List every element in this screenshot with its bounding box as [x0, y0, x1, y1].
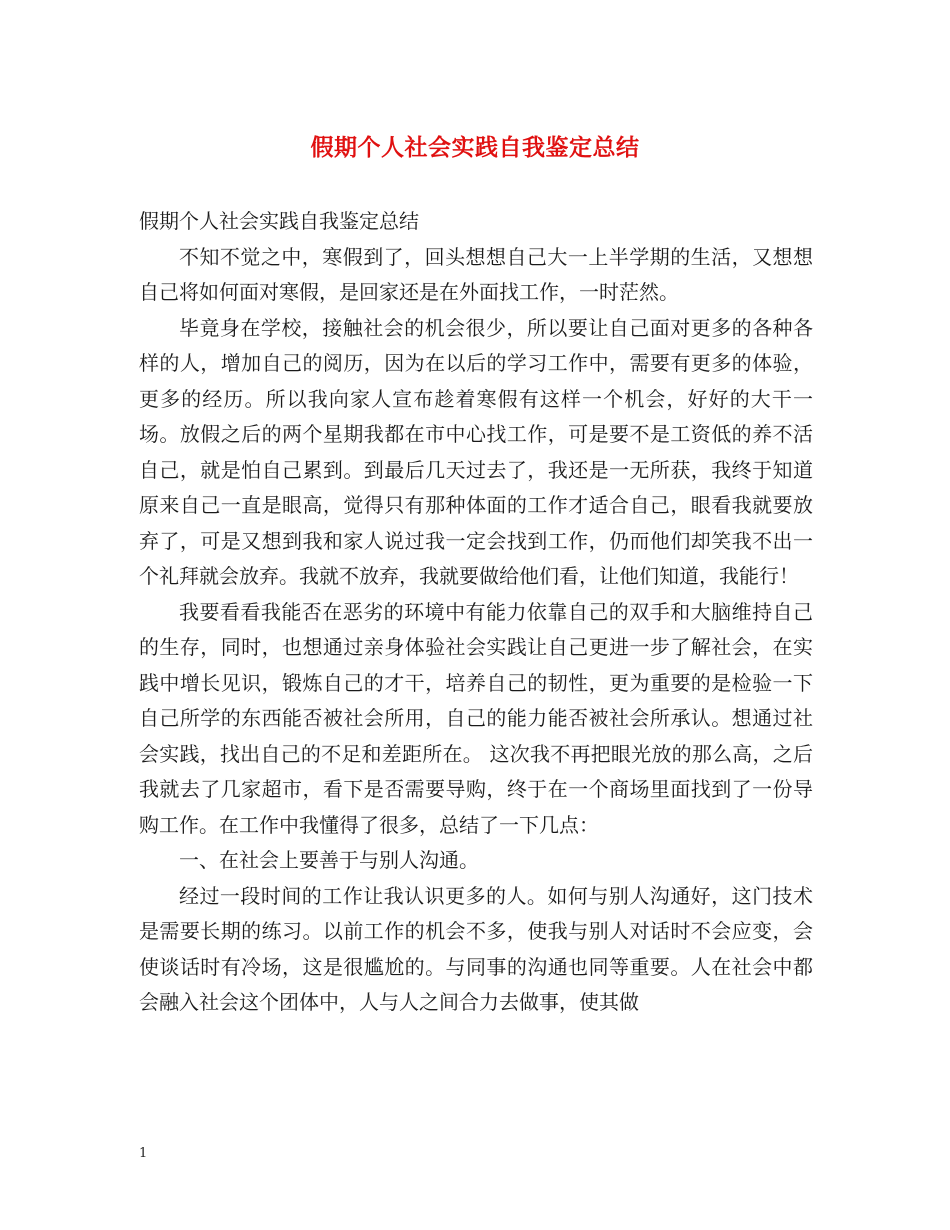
paragraph-2: 毕竟身在学校，接触社会的机会很少，所以要让自己面对更多的各种各样的人，增加自己的阅历，因为在以后的学习工作中，需要有更多的体验，更多的经历。所以我向家人宣布趁着寒假有这样一个机会，好好的大干一场。放假之后的两个星期我都在市中心找工作，可是要不是工资低的养不活自己，就是怕自己累到。到最后几天过去了，我还是一无所获，我终于知道原来自己一直是眼高，觉得只有那种体面的工作才适合自己，眼看我就要放弃了，可是又想到我和家人说过我一定会找到工作，仍而他们却笑我不出一个礼拜就会放弃。我就不放弃，我就要做给他们看，让他们知道，我能行！ — [139, 315, 813, 588]
page-number: 1 — [139, 1146, 148, 1161]
body-heading: 假期个人社会实践自我鉴定总结 — [139, 209, 419, 233]
document-body — [139, 204, 813, 1021]
paragraph-1: 不知不觉之中，寒假到了，回头想想自己大一上半学期的生活，又想想自己将如何面对寒假，是回家还是在外面找工作，一时茫然。 — [139, 244, 813, 304]
paragraph-3: 我要看看我能否在恶劣的环境中有能力依靠自己的双手和大脑维持自己的生存，同时，也想通过亲身体验社会实践让自己更进一步了解社会，在实践中增长见识，锻炼自己的才干，培养自己的韧性，更为重要的是检验一下自己所学的东西能否被社会所用，自己的能力能否被社会所承认。想通过社会实践，找出自己的不足和差距所在。 这次我不再把眼光放的那么高，之后我就去了几家超市，看下是否需要导购，终于在一个商场里面找到了一份导购工作。在工作中我懂得了很多，总结了一下几点： — [139, 599, 813, 837]
paragraph-4: 经过一段时间的工作让我认识更多的人。如何与别人沟通好，这门技术是需要长期的练习。以前工作的机会不多，使我与别人对话时不会应变，会使谈话时有冷场，这是很尴尬的。与同事的沟通也同等重要。人在社会中都会融入社会这个团体中，人与人之间合力去做事，使其做 — [139, 883, 813, 1014]
document-title: 假期个人社会实践自我鉴定总结 — [310, 134, 640, 161]
section-heading-1: 一、在社会上要善于与别人沟通。 — [179, 848, 479, 872]
